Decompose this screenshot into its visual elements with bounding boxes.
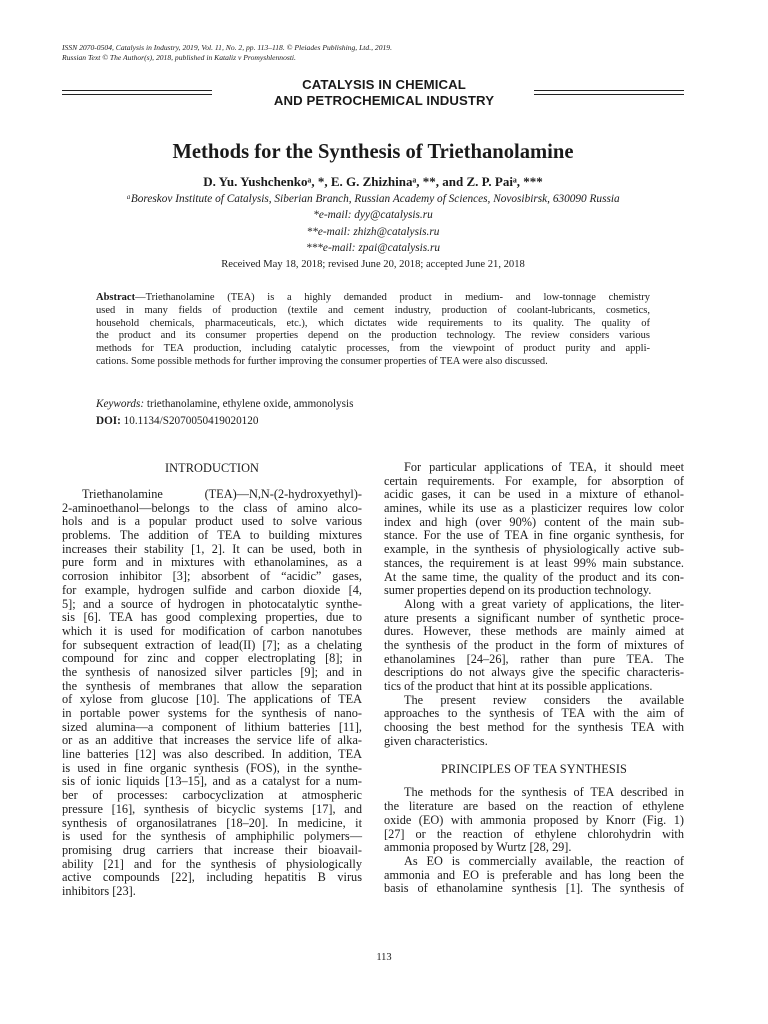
email-2: **e-mail: zhizh@catalysis.ru <box>306 226 440 238</box>
text-line: approaches to the synthesis of TEA with the aim of <box>384 706 684 721</box>
text-line: for example, hydrogen sulfide and carbon dioxide [4, <box>62 582 362 597</box>
text-line: or as an additive that increases the service life of alka- <box>62 733 362 748</box>
principles-heading: PRINCIPLES OF TEA SYNTHESIS <box>441 762 627 777</box>
text-line: in portable power systems for the synthesis of nano- <box>62 706 362 720</box>
rule-left-top <box>62 90 212 91</box>
text-line: certain requirements. For example, for absorption of <box>384 473 684 488</box>
text-line: active compounds [22], including hepatitis B virus <box>62 870 362 885</box>
text-line: tics of the product that hint at its possible applications. <box>384 679 653 693</box>
text-line: 5]; and a source of hydrogen in photocatalytic synthe- <box>62 596 362 611</box>
text-line: sized alumina—a component of lithium batteries [11], <box>62 719 362 734</box>
section-line-2: AND PETROCHEMICAL INDUSTRY <box>273 93 495 108</box>
text-line: For particular applications of TEA, it should meet <box>404 460 684 474</box>
text-line: which it is used for modification of carbon nanotubes <box>62 623 362 638</box>
keywords-value: triethanolamine, ethylene oxide, ammonolysis <box>144 398 354 410</box>
abstract <box>96 292 650 369</box>
text-line: sis [6]. TEA has good complexing properties, due to <box>62 610 362 625</box>
abstract-line: household chemicals, pharmaceuticals, etc.), which dictates wide requirements to its quality. The quality of <box>96 317 650 329</box>
text-line: choosing the best method for the synthesis TEA with <box>384 720 684 735</box>
text-line: Triethanolamine (TEA)—N,N-(2-hydroxyethyl)- <box>82 487 362 501</box>
text-line: amines, while its use as a plasticizer requires low color <box>384 501 684 516</box>
doi-label: DOI: <box>96 415 121 427</box>
received-dates: Received May 18, 2018; revised June 20, 2018; accepted June 21, 2018 <box>221 259 525 270</box>
text-line: ammonia and EO is preferable and has long been the <box>384 867 684 882</box>
text-line: ature presents a significant number of synthetic proce- <box>384 610 684 625</box>
text-line: ethanolamines [24–26], rather than pure TEA. The <box>384 651 684 666</box>
text-line: compound for zinc and copper electroplating [8]; in <box>62 651 362 666</box>
text-line: increases their stability [1, 2]. It can be used, both in <box>62 541 362 556</box>
text-line: is used for the synthesis of amphiphilic polymers— <box>62 829 362 844</box>
text-line: problems. The addition of TEA to building mixtures <box>62 528 362 543</box>
text-line: example, in the synthesis of physiologically active sub- <box>384 542 684 557</box>
text-line: promising drug carriers that increase their bioavail- <box>62 842 362 857</box>
abstract-line: cations. Some possible methods for further improving the consumer properties of TEA were also discussed. <box>96 355 548 367</box>
text-line: of xylose from glucose [10]. The applications of TEA <box>62 692 362 707</box>
text-line: inhibitors [23]. <box>62 883 136 898</box>
rule-left-bottom <box>62 94 212 95</box>
author-list: D. Yu. Yushchenkoᵃ, *, E. G. Zhizhinaᵃ, **, and Z. P. Paiᵃ, *** <box>203 174 543 189</box>
text-line: for subsequent extraction of lead(II) [7]; as a chelating <box>62 637 362 652</box>
text-line: synthesis of organosilatranes [18–20]. In medicine, it <box>62 815 362 830</box>
text-line: line batteries [12] was also described. In addition, TEA <box>62 747 362 762</box>
email-3: ***e-mail: zpai@catalysis.ru <box>305 242 441 254</box>
journal-section-heading <box>220 77 548 109</box>
abstract-line: used in many fields of production (textile and cement industry, production of coolant-lubricants, cosmetics, <box>96 304 650 316</box>
text-line: The methods for the synthesis of TEA described in <box>404 785 684 800</box>
doi <box>96 414 258 428</box>
keywords <box>96 397 353 411</box>
text-line: the synthesis of nanosized silver particles [9]; and in <box>62 664 362 679</box>
section-spacer <box>384 748 684 762</box>
rule-right-top <box>534 90 684 91</box>
text-line: oxide (EO) with ammonia proposed by Knorr (Fig. 1) <box>384 812 684 827</box>
issn-header <box>62 43 622 63</box>
abstract-line: Abstract—Triethanolamine (TEA) is a highly demanded product in medium- and low-tonnage chemistry <box>96 292 650 303</box>
section-line-1: CATALYSIS IN CHEMICAL <box>302 77 466 92</box>
doi-value: 10.1134/S2070050419020120 <box>120 415 259 427</box>
text-line: pure form and in mixtures with ethanolamines, as a <box>62 555 362 570</box>
article-title: Methods for the Synthesis of Triethanolamine <box>172 141 574 163</box>
email-1: *e-mail: dyy@catalysis.ru <box>313 209 433 221</box>
text-line: 2-aminoethanol—belongs to the class of amino alco- <box>62 500 362 515</box>
page-number: 113 <box>376 952 392 963</box>
text-line: Along with a great variety of applications, the liter- <box>404 596 684 611</box>
text-line: ammonia proposed by Wurtz [28, 29]. <box>384 840 572 855</box>
text-line: stance. For the use of TEA in fine organic synthesis, for <box>384 528 684 543</box>
abstract-line: the product and its consumer properties depend on the production technology. The review considers various <box>96 330 650 342</box>
text-line: pressure [16], synthesis of bicyclic systems [17], and <box>62 801 362 816</box>
text-line: is used in fine organic synthesis (FOS), in the synthe- <box>62 760 362 775</box>
intro-column <box>62 488 362 899</box>
text-line: index and high (over 90%) content of the main sub- <box>384 514 684 529</box>
text-line: At the same time, the quality of the product and its con- <box>384 569 684 584</box>
affiliation: ᵃBoreskov Institute of Catalysis, Siberian Branch, Russian Academy of Sciences, Novosibirsk, 630090 Russia <box>126 193 620 205</box>
text-line: basis of ethanolamine synthesis [1]. The synthesis of <box>384 881 684 896</box>
text-line: the synthesis of the product in the form of mixtures of <box>384 637 684 652</box>
keywords-label: Keywords: <box>96 398 145 410</box>
text-line: sis of ionic liquids [13–15], and as a catalyst for a num- <box>62 774 362 789</box>
text-line: sumer properties depend on its production technology. <box>384 583 652 598</box>
intro-heading: INTRODUCTION <box>164 461 260 475</box>
abstract-line: methods for TEA production, including catalytic processes, from the viewpoint of product purity and appli- <box>96 343 650 355</box>
text-line: the literature are based on the reaction of ethylene <box>384 799 684 814</box>
text-line: hols and is a popular product used to solve various <box>62 514 362 529</box>
text-line: the synthesis of membranes that allow the separation <box>62 678 362 693</box>
right-column <box>384 461 684 896</box>
abstract-label: Abstract <box>96 292 136 303</box>
text-line: descriptions do not always give the specific characteris- <box>384 665 684 680</box>
text-line: [27] or the reaction of ethylene chlorohydrin with <box>384 826 684 841</box>
text-line: acidic gases, it can be used in a mixture of ethanol- <box>384 487 684 502</box>
text-line: given characteristics. <box>384 733 488 748</box>
text-line: The present review considers the available <box>404 692 684 707</box>
text-line: dures. However, these methods are mainly aimed at <box>384 624 684 639</box>
text-line: As EO is commercially available, the reaction of <box>404 853 684 868</box>
issn-line-2: Russian Text © The Author(s), 2018, published in Kataliz v Promyshlennosti. <box>62 53 296 62</box>
text-line: stances, the requirement is at least 99% main substance. <box>384 555 684 570</box>
text-line: corrosion inhibitor [3]; absorbent of “acidic” gases, <box>62 569 362 584</box>
text-line: ber of processes: carbocyclization at atmospheric <box>62 788 362 803</box>
issn-line-1: ISSN 2070-0504, Catalysis in Industry, 2019, Vol. 11, No. 2, pp. 113–118. © Pleiades Publishing, Ltd., 2019. <box>62 43 392 52</box>
text-line: ability [21] and for the synthesis of physiologically <box>62 856 362 871</box>
rule-right-bottom <box>534 94 684 95</box>
